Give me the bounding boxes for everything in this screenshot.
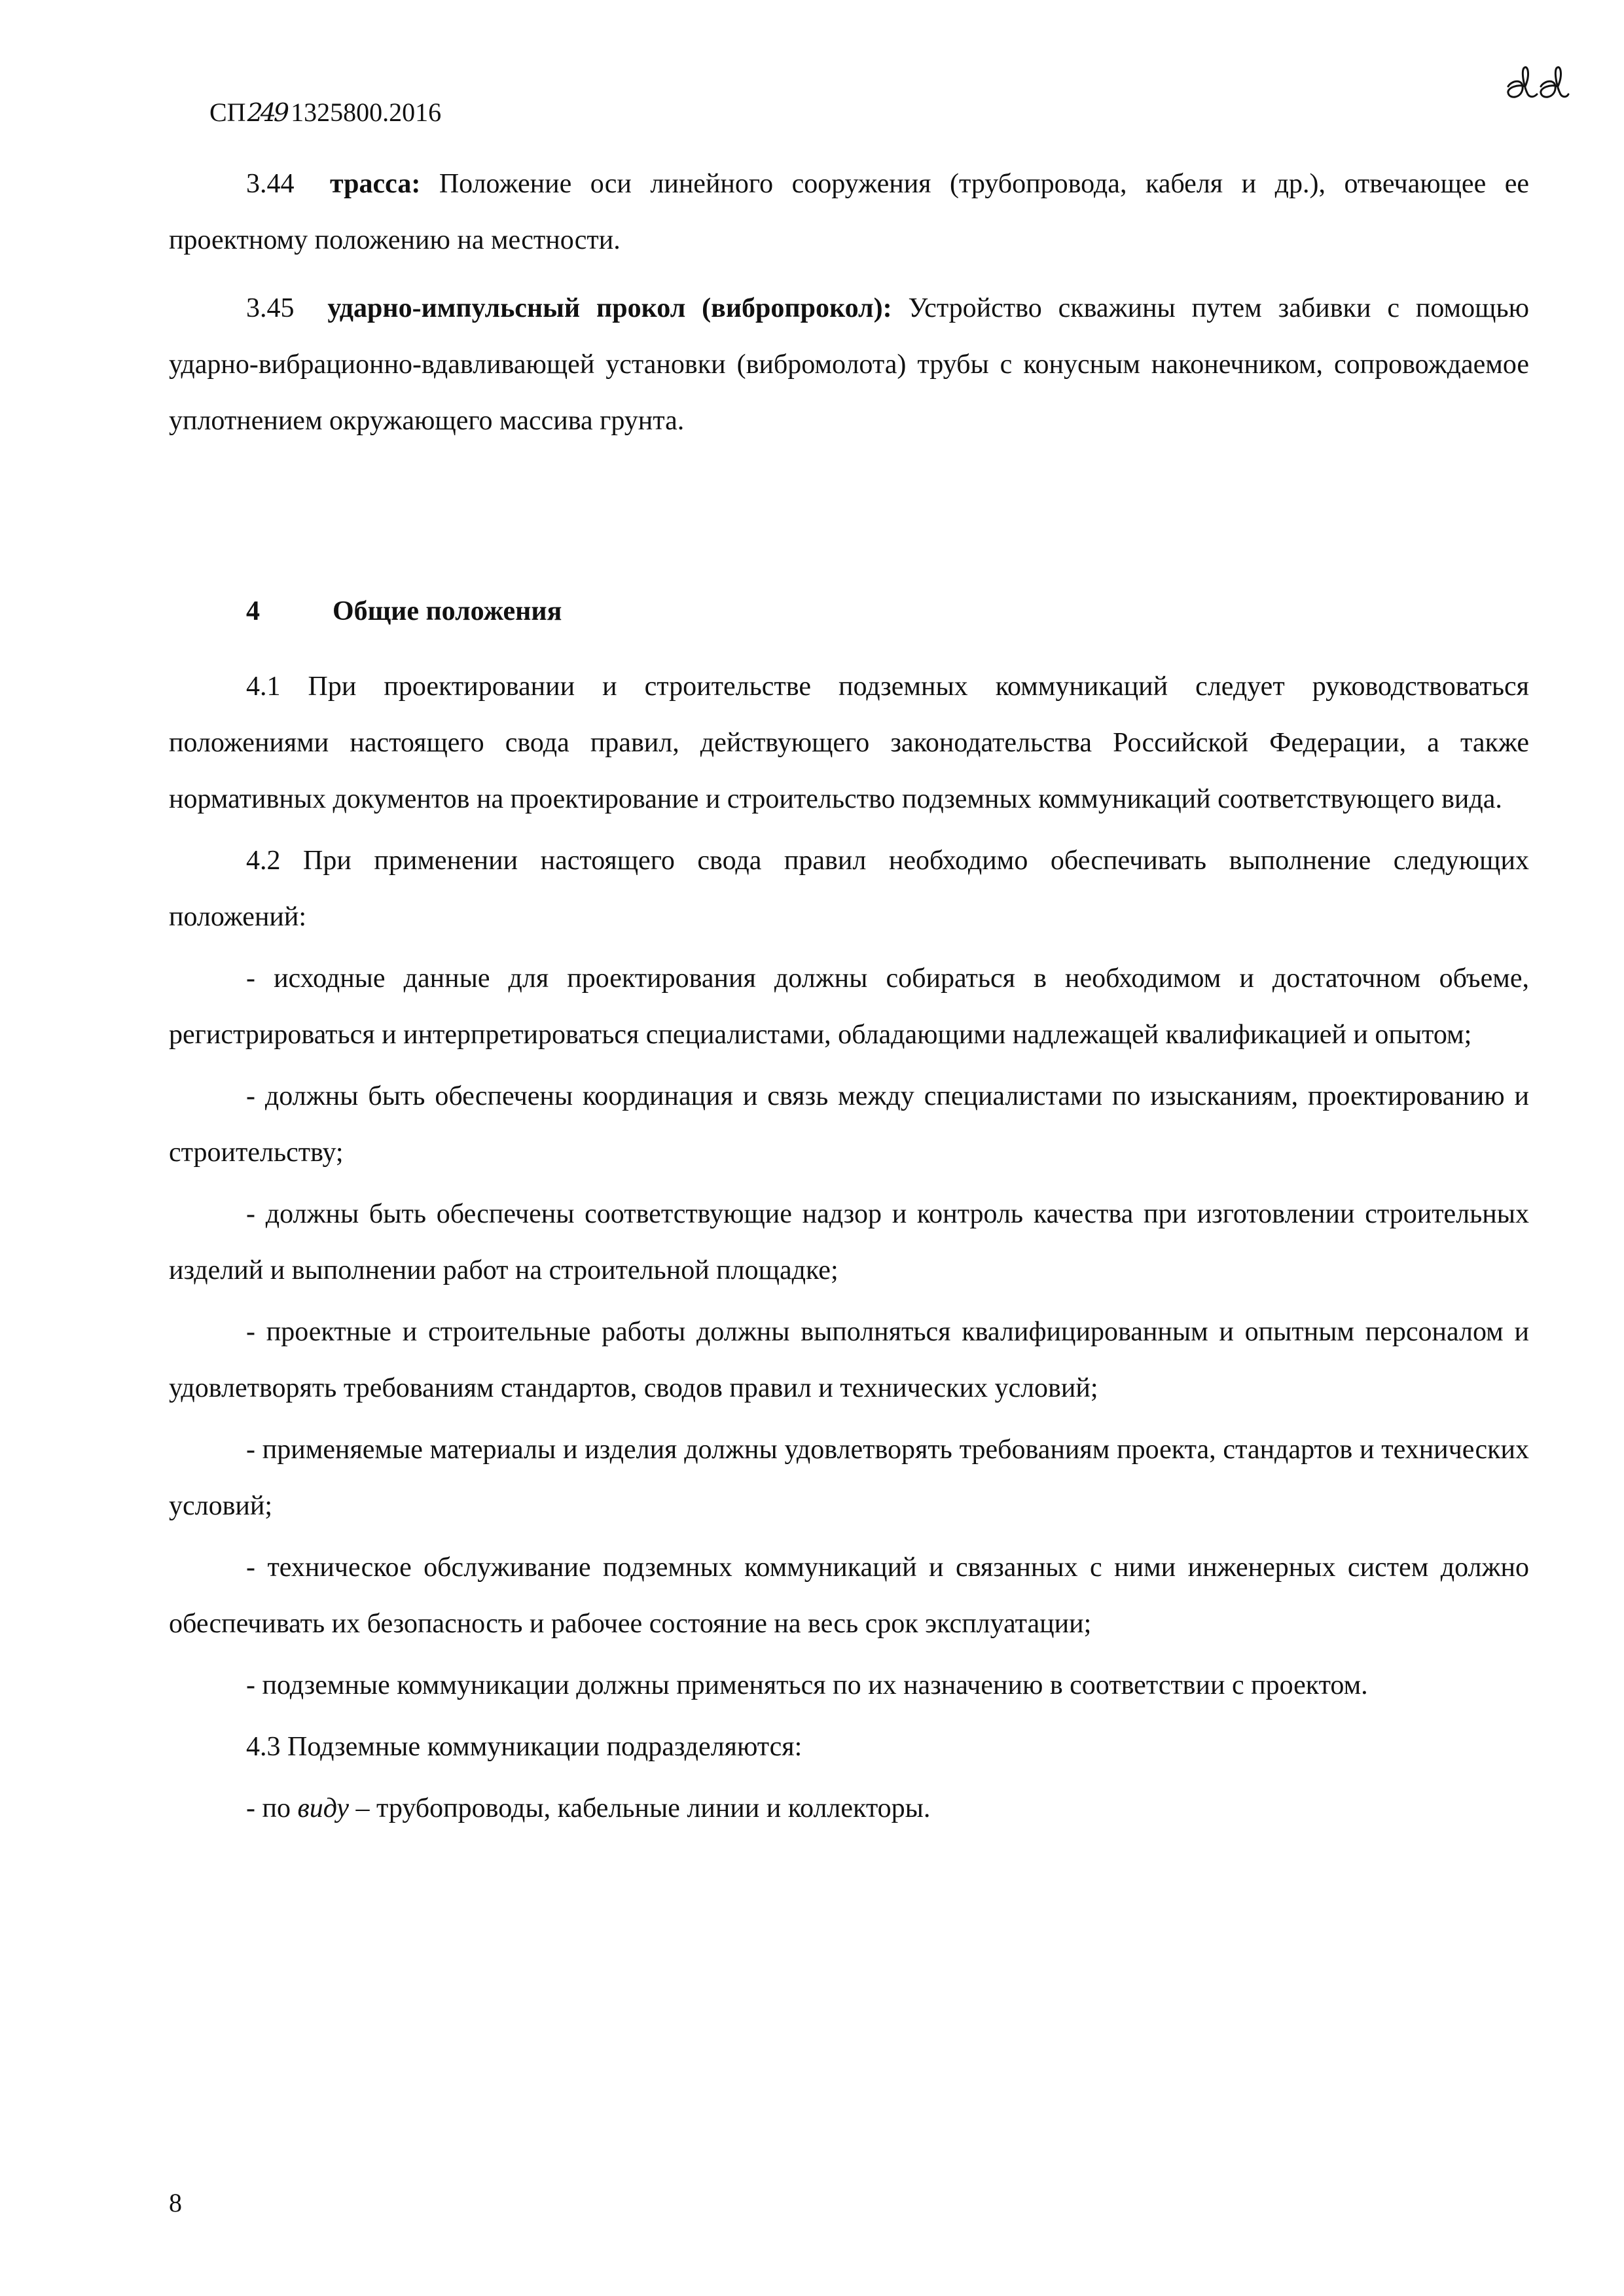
term-definition: Устройство скважины путем забивки с помощью ударно-вибрационно-вдавливающей установки (вибромолота) трубы с конусным наконечником, сопровождаемое уплотнением окружающего массива грунта. [169, 293, 1530, 436]
list-item: - должны быть обеспечены соответствующие надзор и контроль качества при изготовлении строительных изделий и выполнении работ на строительной площадке; [169, 1199, 1529, 1285]
paragraph-4-1: 4.1 При проектировании и строительстве подземных коммуникаций следует руководствоваться положениями настоящего свода правил, действующего законодательства Российской Федерации, а также нормативных документов на проектирование и строительство подземных коммуникаций соответствующего вида. [169, 672, 1529, 814]
document-body [169, 156, 1529, 1837]
paragraph-4-3: 4.3 Подземные коммуникации подразделяются: [246, 1732, 803, 1762]
term-definition: Положение оси линейного сооружения (трубопровода, кабеля и др.), отвечающее ее проектному положению на местности. [169, 169, 1529, 255]
section-title: Общие положения [333, 596, 562, 626]
list-item: - подземные коммуникации должны применяться по их назначению в соответствии с проектом. [246, 1670, 1368, 1700]
section-heading [169, 592, 1529, 631]
page-number: 8 [169, 2188, 182, 2217]
list-item: - техническое обслуживание подземных коммуникаций и связанных с ними инженерных систем должно обеспечивать их безопасность и рабочее состояние на весь срок эксплуатации; [169, 1552, 1529, 1639]
term-item-3-44 [169, 156, 1529, 268]
list-item-rest: – трубопроводы, кабельные линии и коллекторы. [349, 1793, 931, 1823]
list-item: - применяемые материалы и изделия должны удовлетворять требованиям проекта, стандартов и технических условий; [169, 1435, 1529, 1521]
doc-code-prefix: СП [209, 98, 246, 127]
list-item-by-type [169, 1780, 1529, 1837]
paragraph-4-2: 4.2 При применении настоящего свода правил необходимо обеспечивать выполнение следующих положений: [169, 846, 1529, 932]
list-item: - должны быть обеспечены координация и связь между специалистами по изысканиям, проектированию и строительству; [169, 1081, 1529, 1168]
term-item-3-45 [169, 280, 1529, 449]
term-title: ударно-импульсный прокол (вибропрокол): [327, 293, 892, 323]
handwritten-doc-number: 249 [247, 98, 287, 127]
document-header [209, 97, 441, 128]
doc-code-suffix: 1325800.2016 [291, 98, 442, 127]
list-item-italic-word: виду [297, 1793, 350, 1823]
list-item: - исходные данные для проектирования должны собираться в необходимом и достаточном объеме, регистрироваться и интерпретироваться специалистами, обладающими надлежащей квалификацией и опытом; [169, 963, 1529, 1050]
term-title: трасса: [330, 169, 421, 199]
list-item-prefix: - по [246, 1793, 298, 1823]
item-number: 3.44 [246, 169, 295, 199]
item-number: 3.45 [246, 293, 295, 323]
handwritten-page-number [1504, 60, 1570, 106]
list-item: - проектные и строительные работы должны выполняться квалифицированным и опытным персоналом и удовлетворять требованиям стандартов, сводов правил и технических условий; [169, 1317, 1529, 1403]
section-number: 4 [246, 596, 260, 626]
